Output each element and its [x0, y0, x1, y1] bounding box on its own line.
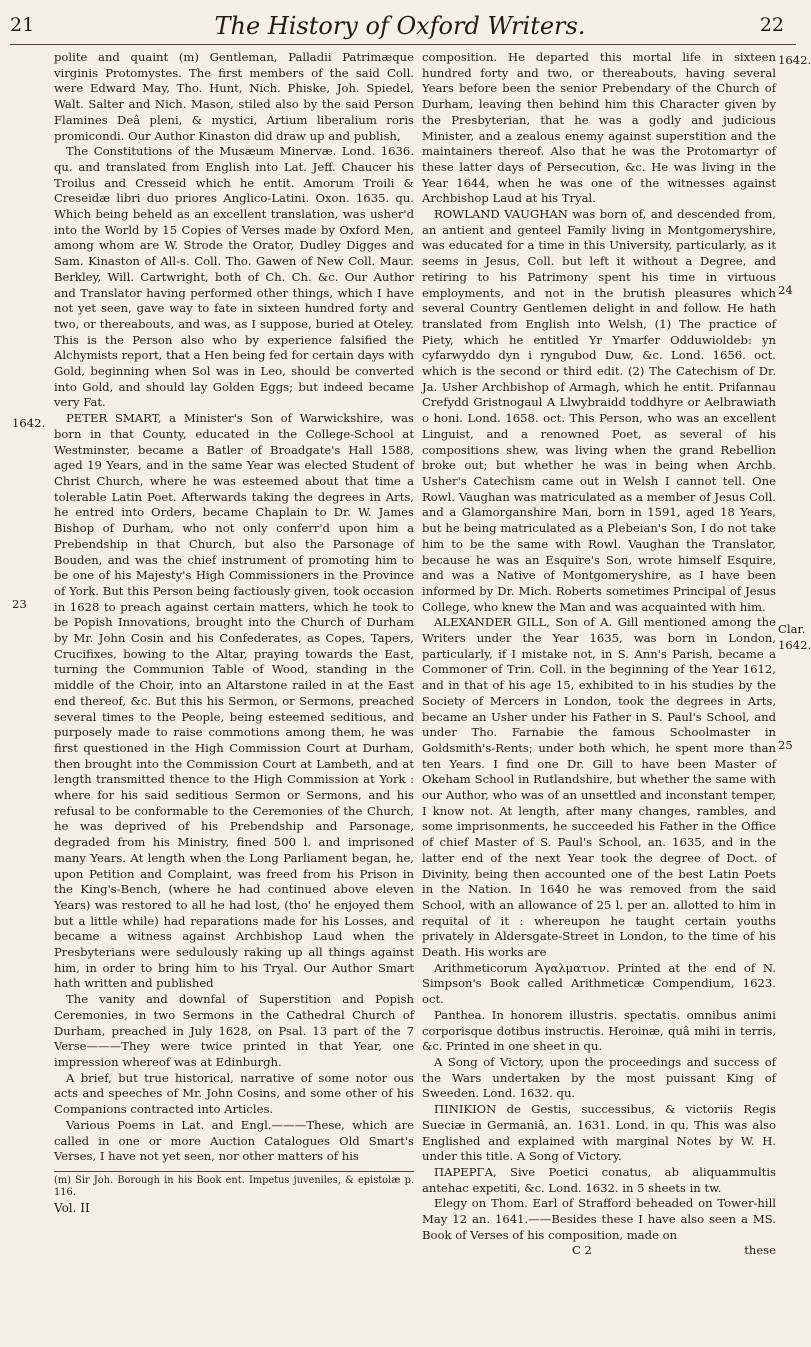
right-page-number: 22 — [759, 14, 784, 36]
margin-number-24: 24 — [778, 283, 793, 297]
paragraph: Elegy on Thom. Earl of Strafford beheaded on Tower-hill May 12 an. 1641.——Besides these I have also seen a MS. Book of Verses of his composition, made on — [422, 1196, 776, 1242]
paragraph: ΠΙΝΙΚΙΟΝ de Gestis, successibus, & victoriis Regis Sueciæ in Germaniâ, an. 1631. Lond. in qu. This was also Englished and explained with marginal Notes by W. H. under this title. A Song of Victory. — [422, 1102, 776, 1164]
left-column — [54, 50, 414, 1217]
left-page-number: 21 — [10, 14, 35, 36]
right-column — [422, 50, 776, 1257]
volume-signature: Vol. II — [54, 1200, 90, 1215]
margin-number-23: 23 — [12, 597, 27, 611]
margin-clar: Clar. — [778, 622, 806, 636]
paragraph: Arithmeticorum Ἀγαλματιον. Printed at the end of N. Simpson's Book called Arithmeticæ Compendium, 1623. oct. — [422, 960, 776, 1007]
margin-year-right: 1642. — [778, 53, 811, 67]
paragraph: Various Poems in Lat. and Engl.———These, which are called in one or more Auction Catalogues Old Smart's Verses, I have not yet seen, nor other matters of his — [54, 1117, 414, 1164]
margin-number-25: 25 — [778, 738, 793, 752]
entry-alexander-gill: ALEXANDER GILL, Son of A. Gill mentioned among the Writers under the Year 1635, was born in London, particularly, if I mistake not, in S. Ann's Parish, became a Commoner of Trin. Coll. in the beginning of the Year 1612, and in that of his age 15, exhibited to in his studies by the Society of Mercers in London, took the degrees in Arts, became an Usher under his Father in S. Paul's School, and under Tho. Farnabie the famous Schoolmaster in Goldsmith's-Rents; under both which, he spent more than ten Years. I find one Dr. Gill to have been Master of Okeham School in Rutlandshire, but whether the same with our Author, who was of an unsettled and inconstant temper, I know not. At length, after many changes, rambles, and some imprisonments, he succeeded his Father in the Office of chief Master of S. Paul's School, an. 1635, and in the latter end of the next Year took the degree of Doct. of Divinity, being then accounted one of the best Latin Poets in the Nation. In 1640 he was removed from the said School, with an allowance of 25 l. per an. allotted to him in requital of it : whereupon he taught certain youths privately in Aldersgate-Street in London, to the time of his Death. His works are — [422, 615, 776, 960]
paragraph: composition. He departed this mortal life in sixteen hundred forty and two, or thereabouts, having several Years before been the senior Prebendary of the Church of Durham, leaving then behind him this Character given by the Presbyterian, that he was a godly and judicious Minister, and a zealous enemy against superstition and the maintainers thereof. Also that he was the Protomartyr of these latter days of Persecution, &c. He was living in the Year 1644, when he was one of the witnesses against Archbishop Laud at his Tryal. — [422, 50, 776, 206]
paragraph: Panthea. In honorem illustris. spectatis. omnibus animi corporisque dotibus instructis. Heroinæ, quâ mihi in terris, &c. Printed in one sheet in qu. — [422, 1007, 776, 1054]
signature-mark: C 2 — [572, 1243, 592, 1258]
catchword: these — [744, 1243, 776, 1258]
paragraph: A Song of Victory, upon the proceedings and success of the Wars undertaken by the most puissant King of Sweeden. Lond. 1632. qu. — [422, 1055, 776, 1101]
running-title: The History of Oxford Writers. — [214, 12, 586, 40]
margin-year-left: 1642. — [12, 416, 46, 430]
paragraph: ΠΑΡΕΡΓΑ, Sive Poetici conatus, ab aliquammultis antehac expetiti, &c. Lond. 1632. in 5 sheets in tw. — [422, 1164, 776, 1195]
paragraph: The vanity and downfal of Superstition and Popish Ceremonies, in two Sermons in the Cathedral Church of Durham, preached in July 1628, on Psal. 13 part of the 7 Verse———They were twice printed in that Year, one impression whereof was at Edinburgh. — [54, 992, 414, 1069]
entry-rowland-vaughan: ROWLAND VAUGHAN was born of, and descended from, an antient and genteel Family living in Montgomeryshire, was educated for a time in this University, particularly, as it seems in Jesus, Coll. but left it without a Degree, and retiring to his Patrimony spent his time in virtuous employments, and not in the brutish pleasures which several Country Gentlemen delight in and follow. He hath translated from English into Welsh, (1) The practice of Piety, which he entitled Yr Ymarfer Odduwioldeb: yn cyfarwyddo dyn i ryngubod Duw, &c. Lond. 1656. oct. which is the second or third edit. (2) The Catechism of Dr. Ja. Usher Archbishop of Armagh, which he entit. Prifannau Crefydd Gristnogaul A Llwybraidd toddhyre or Aelbrawiath o honi. Lond. 1658. oct. This Person, who was an excellent Linguist, and a renowned Poet, as several of his compositions shew, was living when the grand Rebellion broke out; but whether he was in being when Archb. Usher's Catechism came out in Welsh I cannot tell. One Rowl. Vaughan was matriculated as a member of Jesus Coll. and a Glamorganshire Man, born in 1591, aged 18 Years, but he being matriculated as a Plebeian's Son, I do not take him to be the same with Rowl. Vaughan the Translator, because he was an Esquire's Son, wrote himself Esquire, and was a Native of Montgomeryshire, as I have been informed by Dr. Mich. Roberts sometimes Principal of Jesus College, who knew the Man and was acquainted with him. — [422, 207, 776, 614]
footnote: (m) Sir Joh. Borough in his Book ent. Impetus juveniles, & epistolæ p. 116. — [54, 1171, 414, 1199]
paragraph: polite and quaint (m) Gentleman, Palladii Patrimæque virginis Protomystes. The first members of the said Coll. were Edward May, Tho. Hunt, Nich. Phiske, Joh. Spiedel, Walt. Salter and Nich. Mason, stiled also by the said Person Flamines Deâ pleni, & mystici, Artium liberalium roris promicondi. Our Author Kinaston did draw up and publish, — [54, 50, 414, 143]
paragraph: A brief, but true historical, narrative of some notor ous acts and speeches of Mr. John Cosins, and some other of his Companions contracted into Articles. — [54, 1070, 414, 1117]
running-header — [0, 12, 800, 38]
entry-peter-smart: PETER SMART, a Minister's Son of Warwickshire, was born in that County, educated in the College-School at Westminster, became a Batler of Broadgate's Hall 1588, aged 19 Years, and in the same Year was elected Student of Christ Church, where he was esteemed about that time a tolerable Latin Poet. Afterwards taking the degrees in Arts, he entred into Orders, became Chaplain to Dr. W. James Bishop of Durham, who not only conferr'd upon him a Prebendship in that Church, but also the Parsonage of Bouden, and was the chief instrument of promoting him to be one of his Majesty's High Commissioners in the Province of York. But this Person being factiously given, took occasion in 1628 to preach against certain matters, which he took to be Popish Innovations, brought into the Church of Durham by Mr. John Cosin and his Confederates, as Copes, Tapers, Crucifixes, bowing to the Altar, praying towards the East, turning the Communion Table of Wood, standing in the middle of the Choir, into an Altarstone railed in at the East end thereof, &c. But this his Sermon, or Sermons, preached several times to the People, being esteemed seditious, and purposely made to raise commotions among them, he was first questioned in the High Commission Court at Durham, then brought into the Commission Court at Lambeth, and at length transmitted thence to the High Commission at York : where for his said seditious Sermon or Sermons, and his refusal to be conformable to the Ceremonies of the Church, he was deprived of his Prebendship and Parsonage, degraded from his Ministry, fined 500 l. and imprisoned many Years. At length when the Long Parliament began, he, upon Petition and Complaint, was freed from his Prison in the King's-Bench, (where he had continued above eleven Years) was restored to all he had lost, (tho' he enjoyed them but a little while) had reparations made for his Losses, and became a witness against Archbishop Laud when the Presbyterians were sedulously raking up all things against him, in order to bring him to his Tryal. Our Author Smart hath written and published — [54, 411, 414, 991]
catchline — [422, 1243, 776, 1257]
paragraph: The Constitutions of the Musæum Minervæ. Lond. 1636. qu. and translated from English into Lat. Jeff. Chaucer his Troilus and Cresseid which he entit. Amorum Troili & Creseidæ libri duo priores Anglico-Latini. Oxon. 1635. qu. Which being beheld as an excellent translation, was usher'd into the World by 15 Copies of Verses made by Oxford Men, among whom are W. Strode the Orator, Dudley Digges and Sam. Kinaston of All-s. Coll. Tho. Gawen of New Coll. Maur. Berkley, Will. Cartwright, both of Ch. Ch. &c. Our Author and Translator having performed other things, which I have not yet seen, gave way to fate in sixteen hundred forty and two, or thereabouts, and was, as I suppose, buried at Oteley. This is the Person also who by experience falsified the Alchymists report, that a Hen being fed for certain days with Gold, beginning when Sol was in Leo, should be converted into Gold, and should lay Golden Eggs; but indeed became very Fat. — [54, 144, 414, 410]
margin-clar-year: 1642. — [778, 638, 811, 652]
header-rule — [10, 44, 796, 45]
